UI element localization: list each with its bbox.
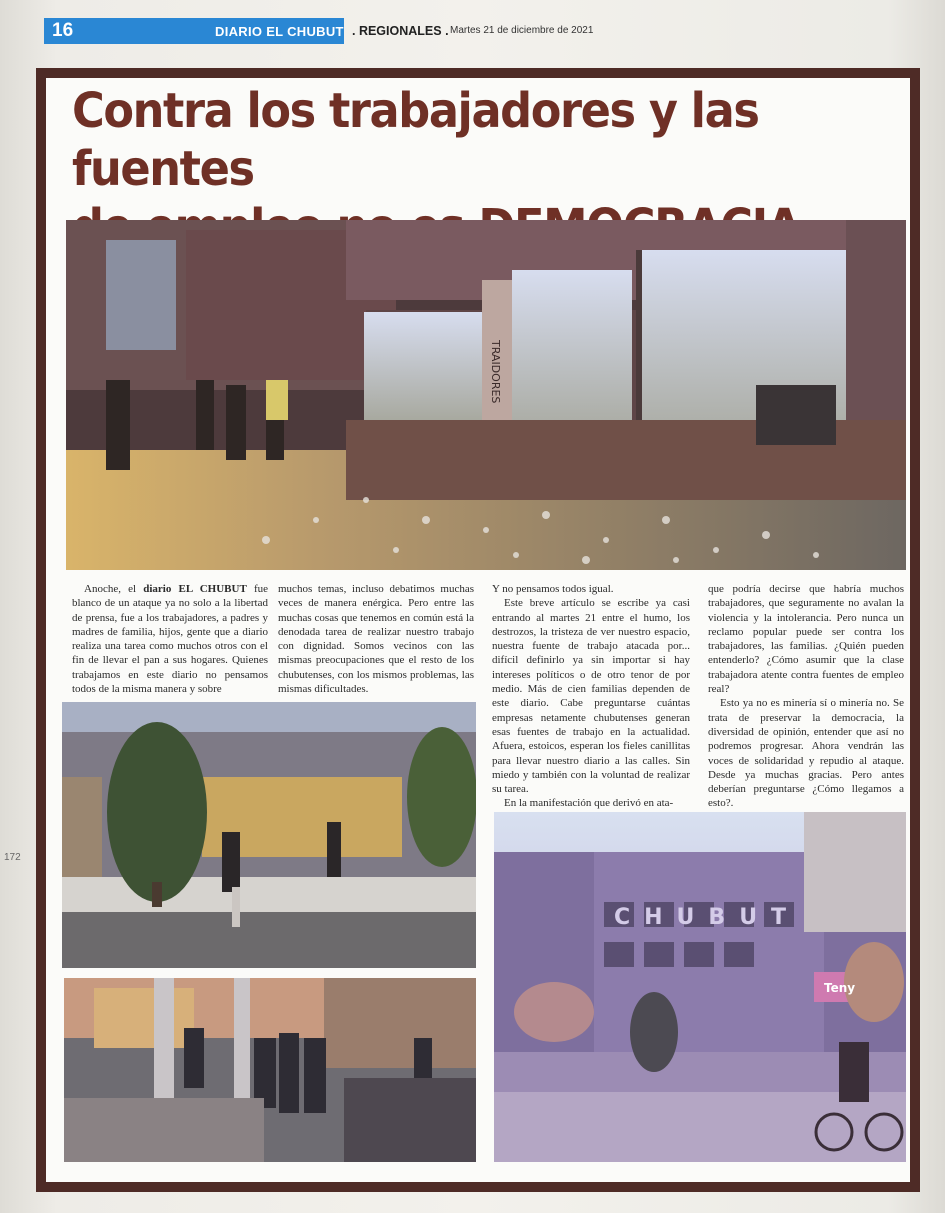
headline-line-1: Contra los trabajadores y las fuentes — [72, 83, 759, 197]
issue-date: Martes 21 de diciembre de 2021 — [450, 25, 594, 36]
photo-store-sign: Teny — [824, 981, 856, 995]
col1-intro: Anoche, el — [84, 583, 144, 595]
col1-paper-name: diario EL CHUBUT — [143, 583, 247, 595]
margin-mark: 172 — [4, 852, 21, 863]
col3-continuation: En la manifestación que derivó en ata- — [504, 797, 674, 810]
photo-street-trees — [62, 702, 476, 968]
col2-text: muchos temas, incluso debatimos muchas veces de manera enérgica. Pero entre las muchas cosas que tenemos en común está la denodada tarea de realizar nuestro trabajo con dignidad. Somos vecinos con las mismas preocupaciones que el resto de los chubutenses, con los mismos problemas, las mismas dificultades. — [278, 583, 474, 696]
main-photo-damaged-facade — [66, 220, 906, 570]
page-number: 16 — [52, 20, 74, 41]
article-column-3 — [492, 582, 690, 811]
photo-building-exterior — [494, 812, 906, 1162]
photo-graffiti: TRAIDORES — [489, 340, 502, 404]
col4-text: que podría decirse que habría muchos trabajadores, que seguramente no avalan la violencia y la intolerancia. Pero nunca un reclamo popular puede ser contra los trabajadores, las familias. ¿Quién pueden entenderlo? ¿Cómo asumir que la clase trabajadora atente contra fuentes de empleo real? — [708, 583, 904, 696]
article-column-1 — [72, 582, 268, 696]
col3-body: Este breve artículo se escribe ya casi entrando al martes 21 entre el humo, los destrozos, la tristeza de ver nuestro espacio, nuestra fuente de trabajo atacada por... difícil definirlo ya sin importar si hay intereses políticos o de otro tenor de por medio. Más de cien familias dependen de este diario. Cabe preguntarse cuántas empresas netamente chubutenses generan esas fuentes de trabajo en la actualidad. Afuera, estoicos, esperan los fieles canillitas para llevar nuestro diario a las calles. Sin miedo y también con la voluntad de realizar su tarea. — [492, 597, 690, 796]
article-column-2 — [278, 582, 474, 696]
photo-interior-crowd — [64, 978, 476, 1162]
col1-text: fue blanco de un ataque ya no solo a la libertad de prensa, fue a los trabajadores, a padres y madres de familia, hijos, gente que a diario realiza una tarea como muchos otros con el fin de llevar el pan a sus hogares. Quienes trabajamos en este diario no pensamos todos de la misma manera y sobre — [72, 583, 268, 696]
col3-lead: Y no pensamos todos igual. — [492, 583, 614, 595]
paper-name: DIARIO EL CHUBUT — [215, 24, 344, 39]
col4-conclusion: Esto ya no es minería sí o minería no. Se trata de preservar la democracia, la diversidad de opinión, entender que así no podremos progresar. Ahora vendrán las voces de solidaridad y repudio al ataque. Desde ya muchas gracias. Pero antes deberían preguntarse ¿Cómo llegamos a esto?. — [708, 697, 904, 810]
section-label: . REGIONALES . — [352, 24, 449, 38]
photo-building-sign: CHUBUT — [614, 905, 801, 930]
article-column-4 — [708, 582, 904, 811]
